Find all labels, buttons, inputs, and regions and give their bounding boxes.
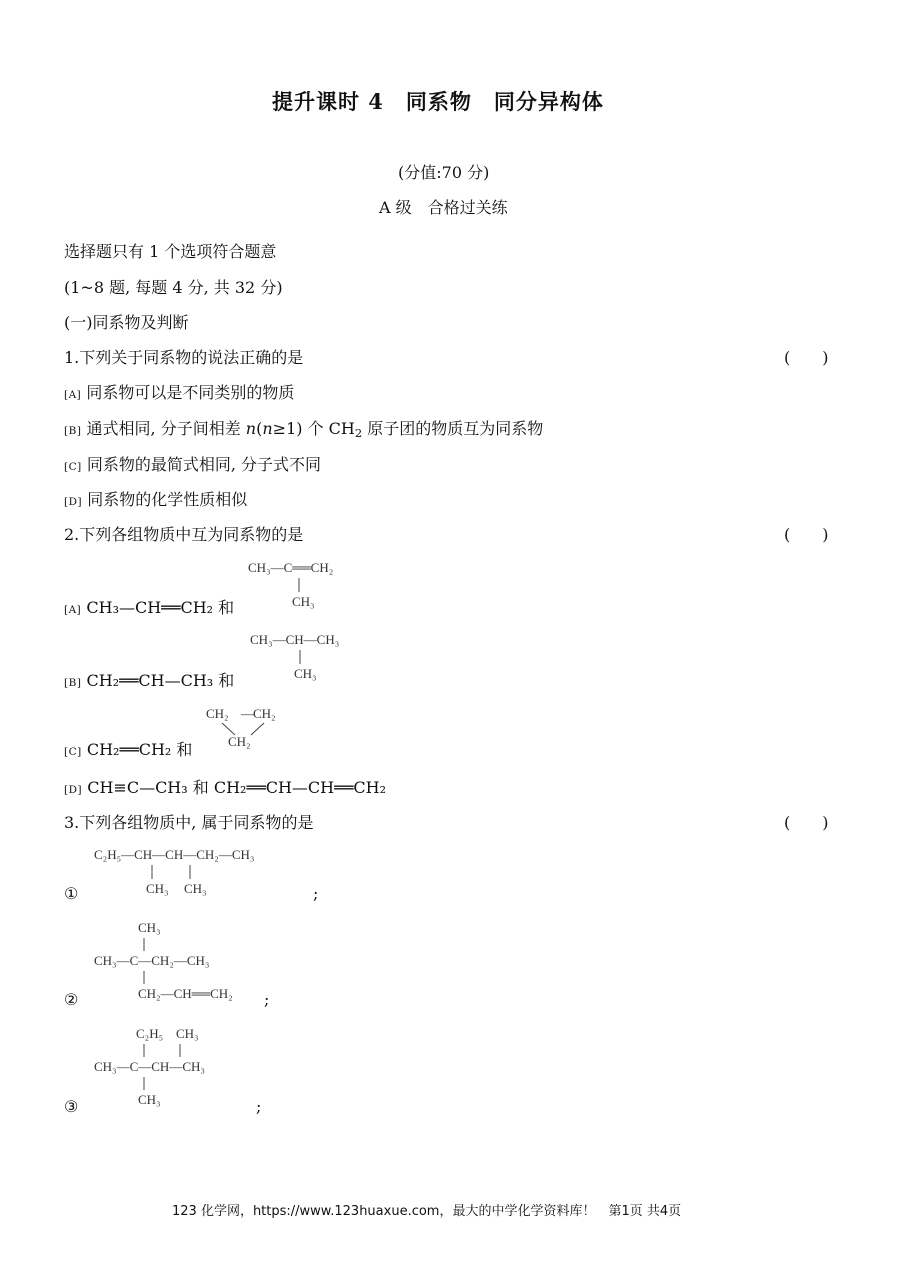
structure-branch-bottom: CH₂—CH══CH₂ xyxy=(138,986,233,1001)
q1-option-d xyxy=(64,487,247,510)
and-text: 和 xyxy=(218,598,235,617)
structure-main-chain: CH₃—CH—CH₃ xyxy=(250,632,340,647)
q3-molecule-1-number: ① xyxy=(64,884,79,903)
structure-main-chain: C₂H₅—CH—CH—CH₂—CH₃ xyxy=(94,847,255,862)
variable-n: n xyxy=(245,419,257,438)
option-text: 同系物的化学性质相似 xyxy=(87,490,248,509)
formula: CH≡C—CH₃ 和 CH₂══CH—CH══CH₂ xyxy=(87,778,386,797)
ring-atom-right: CH₂ xyxy=(253,706,276,721)
q3-molecule-3 xyxy=(92,1024,262,1114)
page-title: 提升课时 4 同系物 同分异构体 xyxy=(272,89,604,114)
q2-option-a xyxy=(64,595,234,618)
option-label: [A] xyxy=(64,604,82,616)
score-info: (分值:70 分) xyxy=(398,163,490,182)
q3-molecule-3-number: ③ xyxy=(64,1097,79,1116)
q2-option-b xyxy=(64,668,234,691)
structure-branch: CH₃ xyxy=(294,666,317,681)
page-footer: 123 化学网，https://www.123huaxue.com，最大的中学化学资料库！ 第1页 共4页 xyxy=(172,1204,682,1219)
structure-branch: CH₃ xyxy=(184,881,207,896)
option-label: [C] xyxy=(64,461,82,473)
and-text: 和 xyxy=(218,671,235,690)
condition: ≥1 xyxy=(272,419,297,438)
structure-branch-bottom: CH₃ xyxy=(138,1092,161,1107)
structure-main-chain: CH₃—C══CH₂ xyxy=(248,560,334,575)
q3-answer-blank: ( ) xyxy=(784,813,829,832)
option-label: [D] xyxy=(64,496,83,508)
q2-option-c xyxy=(64,737,192,760)
structure-branch-top: CH₃ xyxy=(176,1026,199,1041)
q2-stem: 2.下列各组物质中互为同系物的是 xyxy=(64,525,304,544)
q1-option-c xyxy=(64,452,321,475)
separator: ; xyxy=(264,990,270,1009)
option-label: [A] xyxy=(64,389,82,401)
and-text: 和 xyxy=(176,740,193,759)
question-range: (1~8 题, 每题 4 分, 共 32 分) xyxy=(64,278,283,297)
formula: CH₂══CH₂ xyxy=(86,740,172,759)
structure-branch: CH₃ xyxy=(146,881,169,896)
separator: ; xyxy=(313,884,319,903)
ring-atom-left: CH₂ xyxy=(206,706,229,721)
structure-main-chain: CH₃—C—CH—CH₃ xyxy=(94,1059,205,1074)
structure-branch: CH₃ xyxy=(292,594,315,609)
q3-stem: 3.下列各组物质中, 属于同系物的是 xyxy=(64,813,314,832)
q2-answer-blank: ( ) xyxy=(784,525,829,544)
bond-line xyxy=(251,723,264,735)
option-text: 通式相同, 分子间相差 xyxy=(86,419,246,438)
paren: ( xyxy=(256,419,263,438)
q2-a-structure xyxy=(246,556,366,610)
option-text: 原子团的物质互为同系物 xyxy=(362,419,544,438)
structure-branch-top: CH₃ xyxy=(138,920,161,935)
separator: ; xyxy=(256,1097,262,1116)
ring-atom-bottom: CH₂ xyxy=(228,734,251,749)
q3-molecule-1 xyxy=(92,843,312,899)
q1-stem: 1.下列关于同系物的说法正确的是 xyxy=(64,348,304,367)
structure-branch-top: C₂H₅ xyxy=(136,1026,164,1041)
q1-answer-blank: ( ) xyxy=(784,348,829,367)
q1-option-a xyxy=(64,380,294,403)
structure-main-chain: CH₃—C—CH₂—CH₃ xyxy=(94,953,210,968)
option-text: 同系物可以是不同类别的物质 xyxy=(86,383,295,402)
q2-c-structure xyxy=(204,702,294,752)
level-heading: A 级 合格过关练 xyxy=(379,198,508,217)
q2-b-structure xyxy=(248,628,378,682)
formula: CH₂══CH—CH₃ xyxy=(86,671,214,690)
instructions: 选择题只有 1 个选项符合题意 xyxy=(64,242,277,261)
option-label: [D] xyxy=(64,784,83,796)
option-text: 个 CH xyxy=(302,419,355,438)
q2-option-d xyxy=(64,775,386,798)
subscript: 2 xyxy=(354,425,363,440)
q1-option-b xyxy=(64,416,543,439)
ring-bond: — xyxy=(241,706,254,721)
option-label: [B] xyxy=(64,677,82,689)
option-label: [B] xyxy=(64,425,82,437)
q3-molecule-2-number: ② xyxy=(64,990,79,1009)
paren: ) xyxy=(296,419,303,438)
q3-molecule-2 xyxy=(92,918,262,1008)
option-label: [C] xyxy=(64,746,82,758)
formula: CH₃—CH══CH₂ xyxy=(86,598,214,617)
section-heading: (一)同系物及判断 xyxy=(64,313,189,332)
variable-n: n xyxy=(262,419,273,438)
option-text: 同系物的最简式相同, 分子式不同 xyxy=(86,455,322,474)
